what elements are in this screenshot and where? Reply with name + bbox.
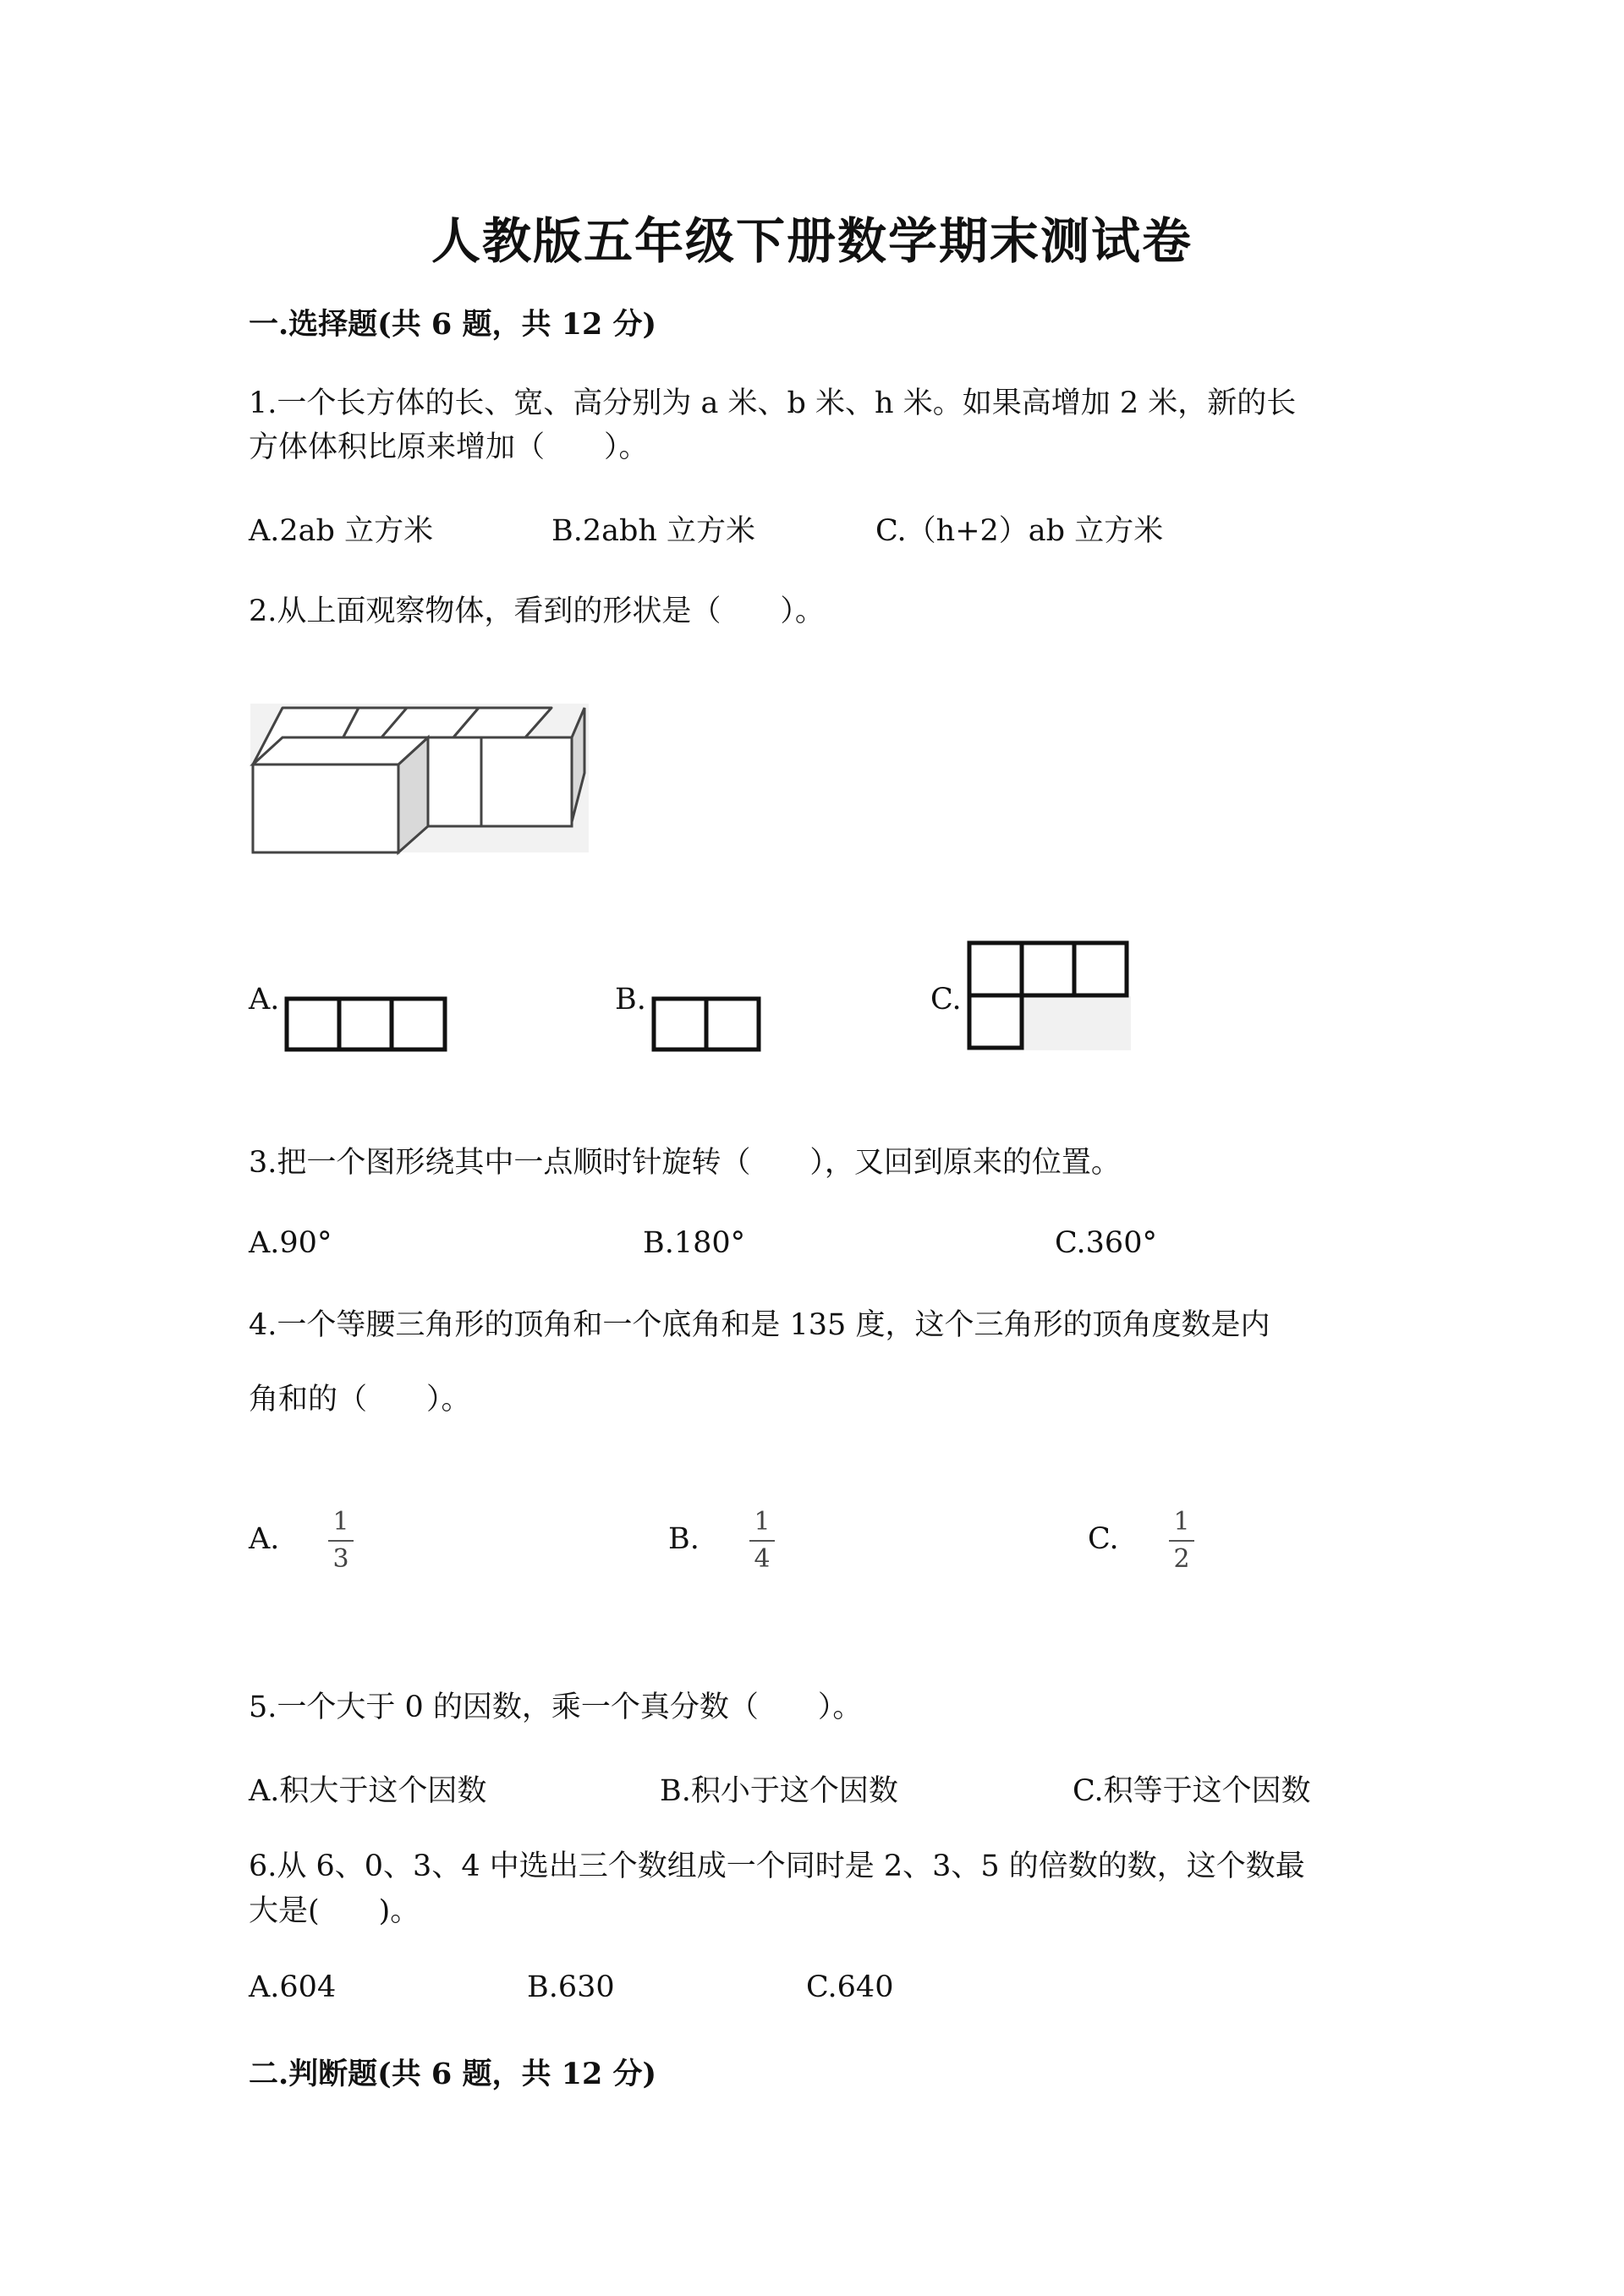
- fraction-numerator: 1: [754, 1507, 771, 1537]
- question-4-option-a-fraction: [328, 1507, 354, 1574]
- question-1-option-b: B.2abh 立方米: [551, 514, 756, 548]
- option-a-three-squares-shape: [284, 996, 448, 1052]
- question-3-text: 3.把一个图形绕其中一点顺时针旋转（ ），又回到原来的位置。: [249, 1146, 1121, 1180]
- question-4-option-b-label: B.: [668, 1522, 700, 1556]
- question-6-option-c: C.640: [806, 1970, 894, 2004]
- question-1-option-a: A.2ab 立方米: [249, 514, 434, 548]
- question-4-option-c-fraction: [1169, 1507, 1194, 1574]
- fraction-denominator: 3: [332, 1544, 349, 1574]
- question-6-option-a: A.604: [249, 1970, 337, 2004]
- fraction-bar: [749, 1540, 775, 1542]
- question-2-option-a-label: A.: [249, 983, 280, 1016]
- question-1-option-c: C.（h+2）ab 立方米: [875, 514, 1164, 548]
- question-3-option-a: A.90°: [249, 1226, 332, 1260]
- question-3-option-b: B.180°: [643, 1226, 746, 1260]
- option-b-two-squares-shape: [651, 996, 761, 1052]
- question-5-text: 5.一个大于 0 的因数，乘一个真分数（ ）。: [249, 1690, 863, 1724]
- question-4-line-1: 4.一个等腰三角形的顶角和一个底角和是 135 度，这个三角形的顶角度数是内: [249, 1308, 1270, 1342]
- fraction-numerator: 1: [1173, 1507, 1190, 1537]
- question-5-option-b: B.积小于这个因数: [660, 1774, 898, 1808]
- fraction-bar: [328, 1540, 354, 1542]
- question-5-option-c: C.积等于这个因数: [1073, 1774, 1311, 1808]
- fraction-bar: [1169, 1540, 1194, 1542]
- fraction-denominator: 4: [754, 1544, 771, 1574]
- option-c-l-shape: [967, 940, 1131, 1050]
- fraction-numerator: 1: [332, 1507, 349, 1537]
- question-4-option-c-label: C.: [1088, 1522, 1119, 1556]
- question-1-line-1: 1.一个长方体的长、宽、高分别为 a 米、b 米、h 米。如果高增加 2 米，新的长: [249, 386, 1297, 420]
- question-6-option-b: B.630: [527, 1970, 615, 2004]
- fraction-denominator: 2: [1173, 1544, 1190, 1574]
- section-heading-judgement: 二.判断题(共 6 题，共 12 分): [249, 2057, 657, 2091]
- question-4-line-2: 角和的（ ）。: [249, 1383, 471, 1417]
- question-2-text: 2.从上面观察物体，看到的形状是（ ）。: [249, 595, 825, 628]
- question-1-line-2: 方体体积比原来增加（ ）。: [249, 430, 649, 464]
- page-title: 人教版五年级下册数学期末测试卷: [431, 212, 1193, 270]
- question-2-option-b-label: B.: [615, 983, 646, 1016]
- question-5-option-a: A.积大于这个因数: [249, 1774, 487, 1808]
- question-4-option-b-fraction: [749, 1507, 775, 1574]
- question-3-option-c: C.360°: [1055, 1226, 1157, 1260]
- three-cubes-solid-figure: [250, 704, 589, 852]
- question-2-option-c-label: C.: [930, 983, 962, 1016]
- section-heading-choice: 一.选择题(共 6 题，共 12 分): [249, 307, 657, 342]
- question-6-line-2: 大是( )。: [249, 1894, 420, 1928]
- question-4-option-a-label: A.: [249, 1522, 280, 1556]
- question-6-line-1: 6.从 6、0、3、4 中选出三个数组成一个同时是 2、3、5 的倍数的数，这个数最: [249, 1849, 1305, 1883]
